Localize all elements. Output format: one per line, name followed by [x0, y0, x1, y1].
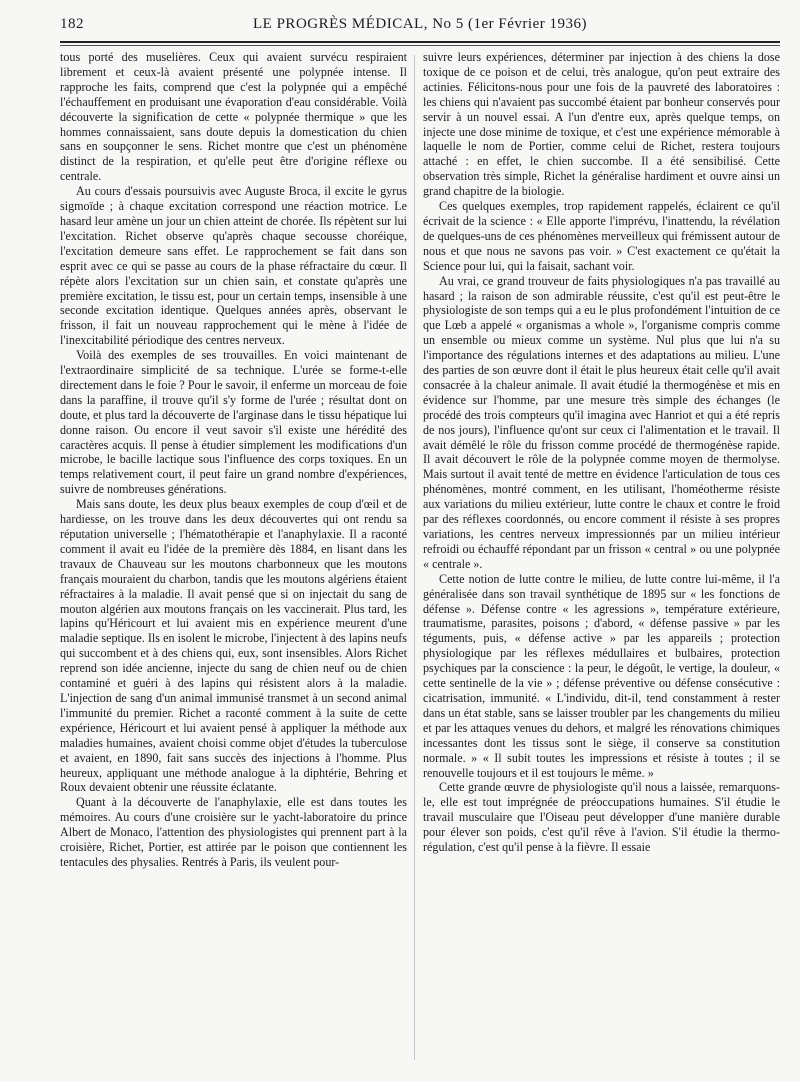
page-number: 182 — [60, 16, 84, 32]
header-rule-thin — [60, 45, 780, 46]
paragraph: Au cours d'essais poursuivis avec Auguste Broca, il excite le gyrus sigmoïde ; à chaque excitation correspond une réaction motrice. Le hasard leur amène un jour un chien atteint de chorée. Ils répètent sur lui l'excitation. Richet observe qu'après chaque secousse choréique, l'excitation demeure sans effet. Le rapprochement se fait dans son esprit avec ce qui se passe au cours de la phase réfractaire du cœur. Il répète alors l'excitation sur un chien sain, et constate qu'après une première excitation, le tissu est, pour un certain temps, insensible à une seconde excitation identique. Quelques années après, observant le frisson, il fait un nouveau rapprochement qui le mène à l'idée de l'inexcitabilité périodique des centres nerveux. — [60, 184, 407, 348]
paragraph: Cette grande œuvre de physiologiste qu'il nous a laissée, remarquons-le, elle est tout imprégnée de préoccupations humaines. S'il étudie le travail musculaire que l'Oiseau peut développer d'une manière durable pour élever son poids, c'est qu'il rêve à l'avion. S'il étudie la thermo-régulation, c'est qu'il pense à la fièvre. Il essaie — [423, 780, 780, 855]
paragraph: Ces quelques exemples, trop rapidement rappelés, éclairent ce qu'il écrivait de la science : « Elle apporte l'imprévu, l'inattendu, la révélation de quelques-uns de ces phénomènes merveilleux qui frémissent autour de nous et que nous ne savons pas voir. » C'est exactement ce qu'était la Science pour lui, qui la faisait, sachant voir. — [423, 199, 780, 273]
paragraph: Mais sans doute, les deux plus beaux exemples de coup d'œil et de hardiesse, on les trouve dans les deux découvertes qui ont rendu sa réputation universelle ; l'hématothérapie et l'anaphylaxie. Il a raconté comment il avait eu l'idée de la première dès 1884, en lisant dans les travaux de Chauveau sur les moutons charbonneux que les moutons français mouraient du charbon, tandis que les moutons algériens étaient réfractaires à la maladie. Il avait pensé que si on injectait du sang de mouton algérien aux moutons français on les vaccinerait. Plus tard, les lapins qu'Héricourt et lui avaient mis en expérience meurent d'une maladie septique. Ils en isolent le microbe, l'injectent à des lapins neufs qui succombent et à des chiens qui, eux, sont insensibles. Alors Richet reprend son idée ancienne, injecte du sang de chien neuf ou de chien contaminé et guéri à des lapins qui résistent alors à la maladie. L'injection de sang d'un animal immunisé transmet à un second animal l'immunité du premier. Richet a raconté comment à la suite de cette expérience, Héricourt et lui avaient pensé à appliquer la méthode aux maladies humaines, avaient choisi comme objet d'études la tuberculose et avaient, en 1890, fait sans succès des injections à l'homme. Plus heureux, appliquant une méthode analogue à la diphtérie, Behring et Roux devaient obtenir une réussite éclatante. — [60, 497, 407, 795]
paragraph: Voilà des exemples de ses trouvailles. En voici maintenant de l'extraordinaire simplicité de sa technique. L'urée se forme-t-elle directement dans le foie ? Pour le savoir, il enferme un morceau de foie dans la paraffine, il trouve qu'il s'y forme de l'urée ; résultat dont on doute, et plus tard la découverte de l'arginase dans le tissu hépatique lui donne raison. Ou encore il veut savoir s'il existe une hérédité des caractères acquis. Il pense à étudier simplement les modifications d'un microbe, le bacille lactique sous l'influence des corps toxiques. En un temps relativement court, il peut faire un grand nombre d'expériences, suivre de nombreuses générations. — [60, 348, 407, 497]
paragraph: tous porté des muselières. Ceux qui avaient survécu respiraient librement et ceux-là avaient présenté une polypnée intense. Il rapproche les faits, comprend que c'est la polypnée qui a empêché l'échauffement en produisant une évaporation d'eau considérable. Voilà découverte la signification de cette « polypnée thermique » que les hommes connaissaient, sans doute depuis la domestication du chien sans en soupçonner le sens. Richet montre que c'est un phénomène distinct de la respiration, et qu'elle peut être d'origine réflexe ou centrale. — [60, 50, 407, 184]
column-divider — [414, 55, 415, 1060]
paragraph: Cette notion de lutte contre le milieu, de lutte contre lui-même, il l'a généralisée dans son travail synthétique de 1895 sur « les fonctions de défense ». Défense contre « les agressions », température extérieure, traumatisme, parasites, poisons ; d'abord, « défense passive » par les téguments, puis, « défense active » par les appareils ; protection physiologique par les réflexes médullaires et bulbaires, protection psychiques par la conscience : la peur, le dégoût, le vertige, la douleur, « cette sentinelle de la vie » ; défense préventive ou défense consécutive : cicatrisation, immunité. « L'individu, dit-il, tend constamment à rester dans un état stable, sans se laisser troubler par les changements du milieu et par les attaques venues du dehors, et malgré les rénovations chimiques incessantes dont les tissus sont le siège, il conserve sa constitution normale. » « Il subit toutes les impressions et résiste à toutes ; il se renouvelle toujours et il est toujours le même. » — [423, 571, 780, 780]
left-column — [60, 50, 407, 870]
running-title: LE PROGRÈS MÉDICAL, No 5 (1er Février 1936) — [253, 16, 587, 32]
paragraph: Quant à la découverte de l'anaphylaxie, elle est dans toutes les mémoires. Au cours d'une croisière sur le yacht-laboratoire du prince Albert de Monaco, l'attention des physiologistes qui prennent part à la croisière, Richet, Portier, est attirée par le poison que contiennent les tentacules des physalies. Rentrés à Paris, ils veulent pour- — [60, 795, 407, 869]
paragraph: Au vrai, ce grand trouveur de faits physiologiques n'a pas travaillé au hasard ; la raison de son admirable réussite, c'est qu'il est peut-être le physiologiste de son temps qui a eu le plus profondément l'intuition de ce que Lœb a appelé « organismas a whole », l'organisme compris comme un ensemble ou mieux comme un système. Nul plus que lui n'a su l'importance des régulations internes et des adaptations au milieu. L'une des parties de son œuvre dont il était le plus heureux était celle qu'il avait consacrée à la chaleur animale. Il avait étudié la thermogénèse et mis en évidence sur l'homme, par une mesure très simple des échanges (le procédé des trois compteurs qu'il imagina avec Hanriot et qui a été repris de nos jours), l'influence qu'ont sur ceux ci l'alimentation et le travail. Il avait démêlé le rôle du frisson comme procédé de thermogénèse rapide. Il avait découvert le rôle de la polypnée comme moyen de thermolyse. Mais surtout il avait tenté de mettre en évidence l'articulation de tous ces phénomènes, montré comment, en les utilisant, l'homéotherme résiste aux variations du milieu extérieur, lutte contre le chaux et contre le froid par des réflexes coordonnés, ou encore comment il résiste à ses propres variations, les centres nerveux impressionnés par un milieu intérieur refroidi ou échauffé répondant par un frisson « central » ou une polypnée « centrale ». — [423, 273, 780, 571]
right-column — [423, 50, 780, 855]
page-header — [60, 16, 780, 40]
paragraph: suivre leurs expériences, déterminer par injection à des chiens la dose toxique de ce poison et de celui, très analogue, qu'on peut extraire des actinies. Félicitons-nous pour une fois de la pauvreté des laboratoires : les chiens qui n'avaient pas succombé étaient par bonheur conservés pour servir à un nouvel essai. A l'un d'entre eux, après quelque temps, on injecte une dose minime de toxique, et c'est une expérience mémorable à laquelle le nom de Portier, comme celui de Richet, restera toujours attaché : en effet, le chien succombe. Il a été sensibilisé. Cette observation très simple, Richet la généralise hardiment et ouvre ainsi un grand chapitre de la biologie. — [423, 50, 780, 199]
header-rule-thick — [60, 41, 780, 43]
